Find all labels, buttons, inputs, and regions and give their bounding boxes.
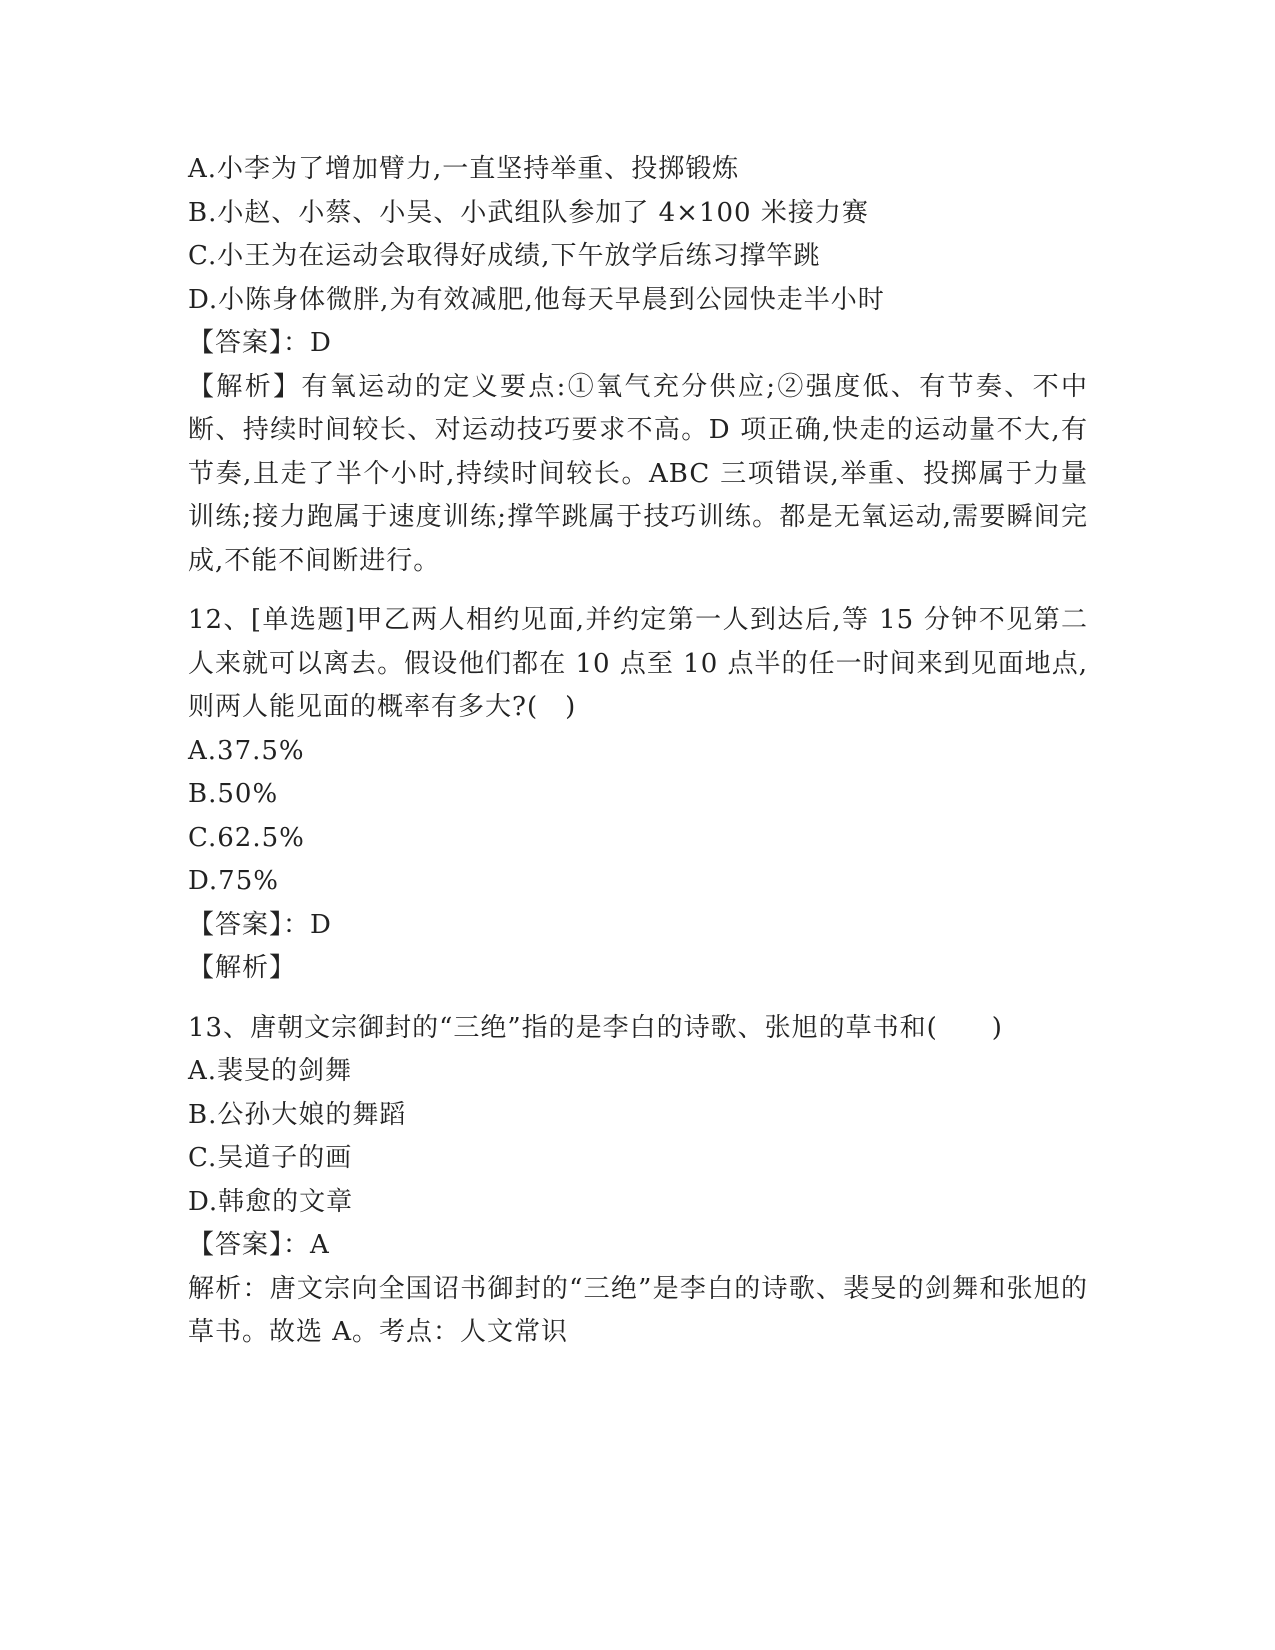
question-11-answer: 【答案】：D [188,328,332,358]
question-13-option-b: B.公孙大娘的舞蹈 [188,1099,407,1130]
question-12-option-c: C.62.5% [188,822,305,853]
block-spacer [188,583,1088,599]
question-12-analysis: 【解析】 [188,953,297,983]
question-13-block [188,1007,1088,1355]
document-content [188,148,1088,1355]
question-13-answer: 【答案】：A [188,1230,330,1260]
question-11-option-b: B.小赵、小蔡、小吴、小武组队参加了 4×100 米接力赛 [188,197,869,228]
question-13-analysis: 解析：唐文宗向全国诏书御封的“三绝”是李白的诗歌、裴旻的剑舞和张旭的草书。故选 A。考点：人文常识 [188,1273,1088,1347]
question-11-analysis: 【解析】有氧运动的定义要点:①氧气充分供应;②强度低、有节奏、不中断、持续时间较长、对运动技巧要求不高。D 项正确,快走的运动量不大,有节奏,且走了半个小时,持续时间较长。ABC 三项错误,举重、投掷属于力量训练;接力跑属于速度训练;撑竿跳属于技巧训练。都是无氧运动,需要瞬间完成,不能不间断进行。 [188,371,1088,576]
question-12-option-a: A.37.5% [188,735,305,766]
question-13-option-d: D.韩愈的文章 [188,1186,354,1217]
question-11-option-a: A.小李为了增加臂力,一直坚持举重、投掷锻炼 [188,154,740,184]
block-spacer [188,991,1088,1007]
question-12-option-b: B.50% [188,779,279,809]
question-12-stem: 12、[单选题]甲乙两人相约见面,并约定第一人到达后,等 15 分钟不见第二人来就可以离去。假设他们都在 10 点至 10 点半的任一时间来到见面地点,则两人能见面的概率有多大?( ) [188,605,1088,722]
question-13-stem: 13、唐朝文宗御封的“三绝”指的是李白的诗歌、张旭的草书和( ) [188,1012,1003,1043]
question-13-option-a: A.裴旻的剑舞 [188,1056,353,1086]
question-12-option-d: D.75% [188,866,279,896]
question-11-block [188,148,1088,583]
question-11-option-c: C.小王为在运动会取得好成绩,下午放学后练习撑竿跳 [188,241,821,271]
question-12-answer: 【答案】：D [188,909,332,940]
question-12-block [188,599,1088,991]
question-13-option-c: C.吴道子的画 [188,1143,353,1173]
question-11-option-d: D.小陈身体微胖,为有效减肥,他每天早晨到公园快走半小时 [188,284,885,315]
